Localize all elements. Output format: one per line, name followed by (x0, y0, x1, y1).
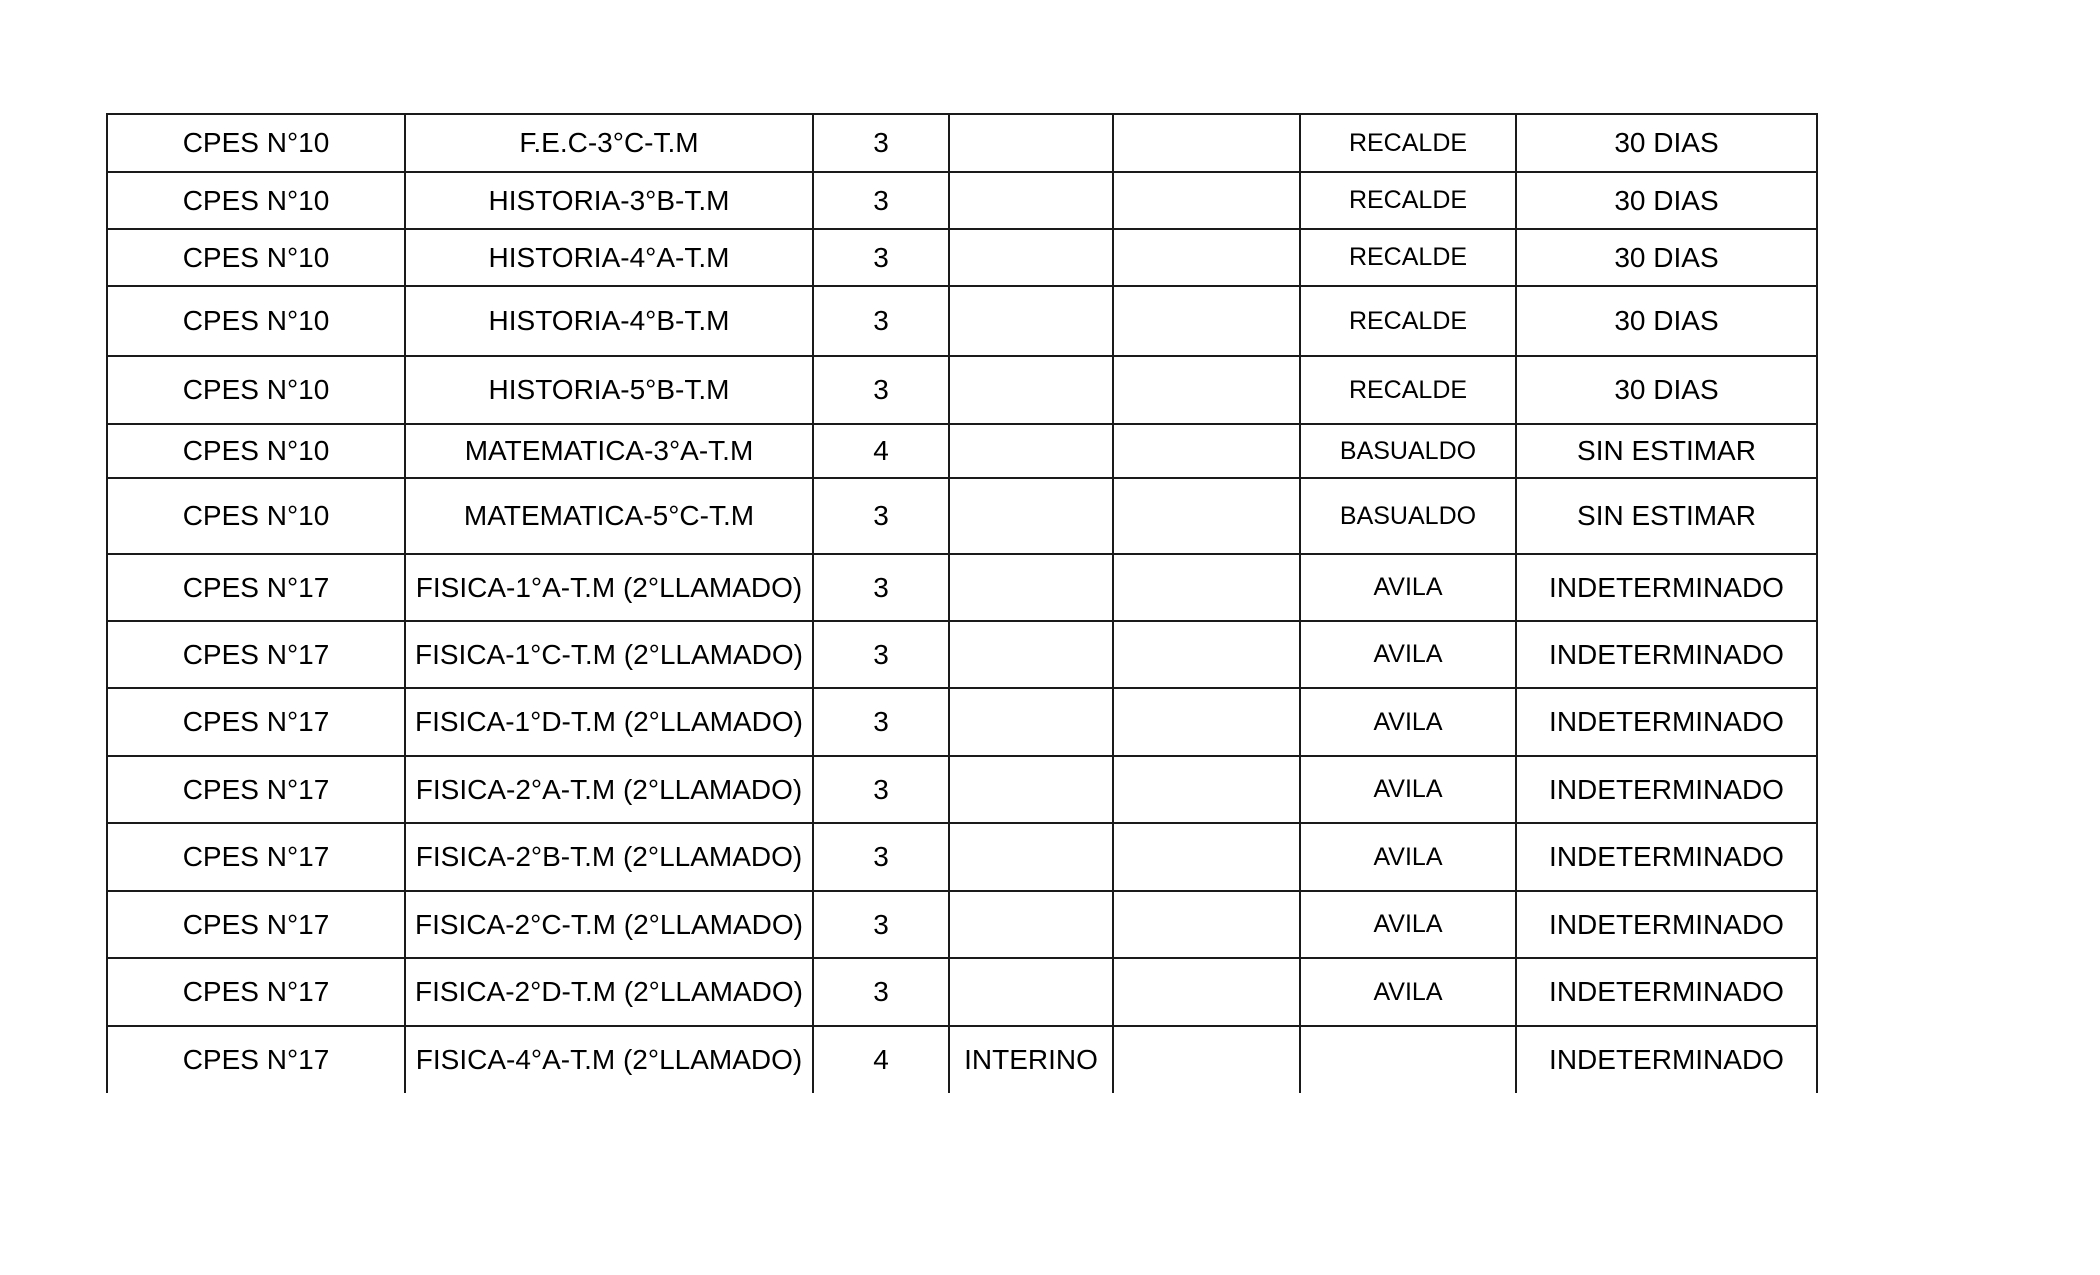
status-cell (949, 229, 1113, 286)
hours-cell: 3 (813, 958, 949, 1026)
table-row (107, 229, 1817, 286)
hours-cell: 4 (813, 424, 949, 478)
school-cell: CPES N°10 (107, 356, 405, 424)
subject-cell: HISTORIA-5°B-T.M (405, 356, 813, 424)
status-cell: INTERINO (949, 1026, 1113, 1093)
subject-cell: FISICA-1°D-T.M (2°LLAMADO) (405, 688, 813, 756)
hours-cell: 3 (813, 688, 949, 756)
status-cell (949, 172, 1113, 229)
status-cell (949, 958, 1113, 1026)
subject-cell: FISICA-2°A-T.M (2°LLAMADO) (405, 756, 813, 823)
status-cell (949, 554, 1113, 621)
school-cell: CPES N°17 (107, 823, 405, 891)
hours-cell: 3 (813, 478, 949, 554)
blank-cell (1113, 229, 1300, 286)
hours-cell: 3 (813, 229, 949, 286)
status-cell (949, 356, 1113, 424)
status-cell (949, 478, 1113, 554)
duration-cell: INDETERMINADO (1516, 554, 1817, 621)
table-row (107, 356, 1817, 424)
hours-cell: 3 (813, 172, 949, 229)
subject-cell: HISTORIA-4°B-T.M (405, 286, 813, 356)
teacher-cell: BASUALDO (1300, 478, 1516, 554)
blank-cell (1113, 688, 1300, 756)
school-cell: CPES N°10 (107, 172, 405, 229)
hours-cell: 3 (813, 114, 949, 172)
blank-cell (1113, 554, 1300, 621)
duration-cell: INDETERMINADO (1516, 621, 1817, 688)
table-body (107, 114, 1817, 1093)
status-cell (949, 756, 1113, 823)
subject-cell: FISICA-2°B-T.M (2°LLAMADO) (405, 823, 813, 891)
duration-cell: INDETERMINADO (1516, 891, 1817, 958)
hours-cell: 3 (813, 756, 949, 823)
table-row (107, 286, 1817, 356)
school-cell: CPES N°17 (107, 1026, 405, 1093)
table-row (107, 891, 1817, 958)
blank-cell (1113, 286, 1300, 356)
blank-cell (1113, 356, 1300, 424)
school-cell: CPES N°17 (107, 891, 405, 958)
status-cell (949, 424, 1113, 478)
table-row (107, 958, 1817, 1026)
duration-cell: INDETERMINADO (1516, 688, 1817, 756)
duration-cell: 30 DIAS (1516, 229, 1817, 286)
blank-cell (1113, 823, 1300, 891)
blank-cell (1113, 424, 1300, 478)
teacher-cell: AVILA (1300, 891, 1516, 958)
status-cell (949, 823, 1113, 891)
school-cell: CPES N°17 (107, 554, 405, 621)
subject-cell: F.E.C-3°C-T.M (405, 114, 813, 172)
subject-cell: FISICA-1°A-T.M (2°LLAMADO) (405, 554, 813, 621)
duration-cell: INDETERMINADO (1516, 1026, 1817, 1093)
school-cell: CPES N°10 (107, 229, 405, 286)
teacher-cell (1300, 1026, 1516, 1093)
school-cell: CPES N°10 (107, 286, 405, 356)
teacher-cell: AVILA (1300, 958, 1516, 1026)
subject-cell: HISTORIA-4°A-T.M (405, 229, 813, 286)
duration-cell: INDETERMINADO (1516, 823, 1817, 891)
teacher-cell: AVILA (1300, 554, 1516, 621)
subject-cell: HISTORIA-3°B-T.M (405, 172, 813, 229)
school-cell: CPES N°10 (107, 478, 405, 554)
vacancy-table (106, 113, 1818, 1093)
duration-cell: 30 DIAS (1516, 356, 1817, 424)
hours-cell: 3 (813, 823, 949, 891)
table-row (107, 756, 1817, 823)
hours-cell: 3 (813, 286, 949, 356)
status-cell (949, 621, 1113, 688)
hours-cell: 3 (813, 554, 949, 621)
table-row (107, 554, 1817, 621)
blank-cell (1113, 891, 1300, 958)
school-cell: CPES N°17 (107, 621, 405, 688)
school-cell: CPES N°17 (107, 688, 405, 756)
teacher-cell: RECALDE (1300, 114, 1516, 172)
school-cell: CPES N°17 (107, 756, 405, 823)
teacher-cell: RECALDE (1300, 286, 1516, 356)
teacher-cell: AVILA (1300, 756, 1516, 823)
duration-cell: INDETERMINADO (1516, 958, 1817, 1026)
status-cell (949, 286, 1113, 356)
table-row (107, 114, 1817, 172)
subject-cell: MATEMATICA-5°C-T.M (405, 478, 813, 554)
duration-cell: 30 DIAS (1516, 286, 1817, 356)
table-row (107, 1026, 1817, 1093)
blank-cell (1113, 172, 1300, 229)
duration-cell: SIN ESTIMAR (1516, 424, 1817, 478)
status-cell (949, 114, 1113, 172)
blank-cell (1113, 114, 1300, 172)
subject-cell: FISICA-2°C-T.M (2°LLAMADO) (405, 891, 813, 958)
table-row (107, 621, 1817, 688)
hours-cell: 3 (813, 891, 949, 958)
blank-cell (1113, 478, 1300, 554)
teacher-cell: BASUALDO (1300, 424, 1516, 478)
school-cell: CPES N°17 (107, 958, 405, 1026)
teacher-cell: RECALDE (1300, 172, 1516, 229)
status-cell (949, 891, 1113, 958)
blank-cell (1113, 1026, 1300, 1093)
duration-cell: SIN ESTIMAR (1516, 478, 1817, 554)
teacher-cell: AVILA (1300, 621, 1516, 688)
blank-cell (1113, 621, 1300, 688)
table-row (107, 478, 1817, 554)
school-cell: CPES N°10 (107, 424, 405, 478)
table-row (107, 688, 1817, 756)
subject-cell: FISICA-1°C-T.M (2°LLAMADO) (405, 621, 813, 688)
teacher-cell: RECALDE (1300, 229, 1516, 286)
subject-cell: FISICA-4°A-T.M (2°LLAMADO) (405, 1026, 813, 1093)
hours-cell: 3 (813, 621, 949, 688)
blank-cell (1113, 958, 1300, 1026)
duration-cell: 30 DIAS (1516, 172, 1817, 229)
subject-cell: FISICA-2°D-T.M (2°LLAMADO) (405, 958, 813, 1026)
table-row (107, 823, 1817, 891)
blank-cell (1113, 756, 1300, 823)
duration-cell: 30 DIAS (1516, 114, 1817, 172)
hours-cell: 4 (813, 1026, 949, 1093)
subject-cell: MATEMATICA-3°A-T.M (405, 424, 813, 478)
teacher-cell: RECALDE (1300, 356, 1516, 424)
table-row (107, 172, 1817, 229)
status-cell (949, 688, 1113, 756)
table-row (107, 424, 1817, 478)
teacher-cell: AVILA (1300, 823, 1516, 891)
teacher-cell: AVILA (1300, 688, 1516, 756)
duration-cell: INDETERMINADO (1516, 756, 1817, 823)
school-cell: CPES N°10 (107, 114, 405, 172)
hours-cell: 3 (813, 356, 949, 424)
